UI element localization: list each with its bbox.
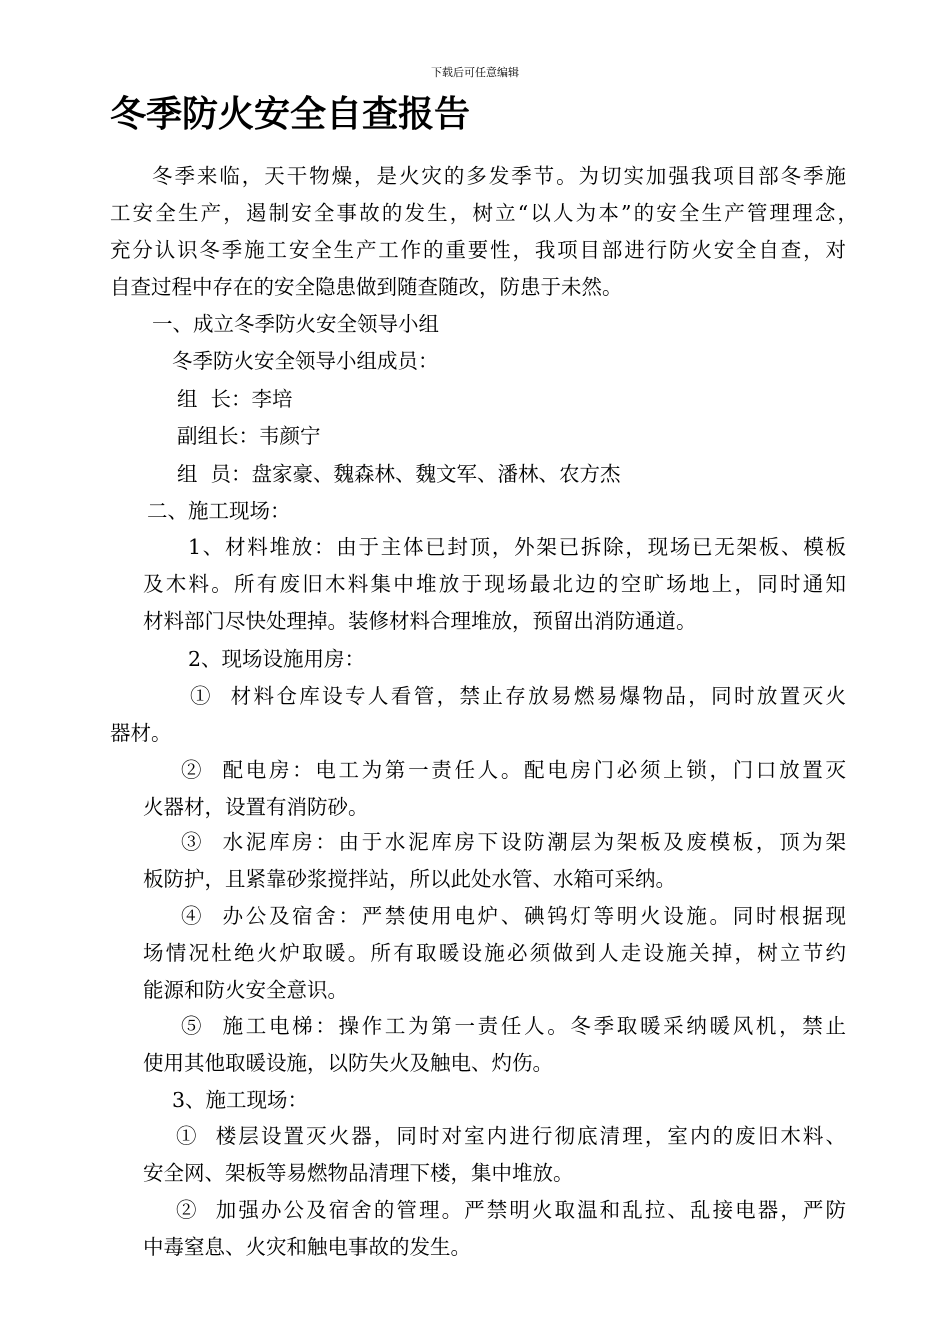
intro-line: 工安全生产，遏制安全事故的发生，树立“以人为本”的安全生产管理理念，	[110, 201, 858, 225]
paragraph-line: ④ 办公及宿舍：严禁使用电炉、碘钨灯等明火设施。同时根据现	[181, 904, 846, 928]
paragraph-line: 及木料。所有废旧木料集中堆放于现场最北边的空旷场地上，同时通知	[143, 572, 846, 596]
intro-line: 自查过程中存在的安全隐患做到随查随改，防患于未然。	[110, 275, 623, 299]
paragraph-line: ① 材料仓库设专人看管，禁止存放易燃易爆物品，同时放置灭火	[190, 684, 846, 708]
paragraph-line: ⑤ 施工电梯：操作工为第一责任人。冬季取暖采纳暖风机，禁止	[181, 1014, 846, 1038]
section-heading: 二、施工现场：	[147, 499, 291, 523]
page-header-note: 下载后可任意编辑	[431, 66, 519, 79]
subsection-heading: 2、现场设施用房：	[188, 647, 366, 671]
vice-leader-line: 副组长：韦颜宁	[177, 424, 321, 448]
leader-line: 组 长：李培	[177, 387, 293, 411]
intro-line: 充分认识冬季施工安全生产工作的重要性，我项目部进行防火安全自查，对	[110, 238, 846, 262]
paragraph-line: ① 楼层设置灭火器，同时对室内进行彻底清理，室内的废旧木料、	[176, 1124, 846, 1148]
paragraph-line: 能源和防火安全意识。	[143, 978, 348, 1002]
intro-line: 冬季来临，天干物燥，是火灾的多发季节。为切实加强我项目部冬季施	[152, 164, 846, 188]
paragraph-line: ② 配电房：电工为第一责任人。配电房门必须上锁，门口放置灭	[181, 758, 846, 782]
document-title: 冬季防火安全自查报告	[110, 94, 471, 135]
paragraph-line: 使用其他取暖设施，以防失火及触电、灼伤。	[143, 1051, 553, 1075]
paragraph-line: 器材。	[110, 721, 172, 745]
paragraph-line: ③ 水泥库房：由于水泥库房下设防潮层为架板及废模板，顶为架	[181, 830, 846, 854]
members-label: 冬季防火安全领导小组成员：	[172, 349, 439, 373]
paragraph-line: 安全网、架板等易燃物品清理下楼，集中堆放。	[143, 1161, 574, 1185]
paragraph-line: 场情况杜绝火炉取暖。所有取暖设施必须做到人走设施关掉，树立节约	[143, 941, 846, 965]
paragraph-line: 1、材料堆放：由于主体已封顶，外架已拆除，现场已无架板、模板	[188, 535, 846, 559]
paragraph-line: 中毒窒息、火灾和触电事故的发生。	[143, 1235, 471, 1259]
paragraph-line: 板防护，且紧靠砂浆搅拌站，所以此处水管、水箱可采纳。	[143, 867, 676, 891]
paragraph-line: 材料部门尽快处理掉。装修材料合理堆放，预留出消防通道。	[143, 609, 697, 633]
section-heading: 一、成立冬季防火安全领导小组	[152, 312, 439, 336]
paragraph-line: ② 加强办公及宿舍的管理。严禁明火取温和乱拉、乱接电器，严防	[176, 1198, 846, 1222]
subsection-heading: 3、施工现场：	[172, 1088, 309, 1112]
members-line: 组 员：盘家豪、魏森林、魏文军、潘林、农方杰	[177, 462, 621, 486]
paragraph-line: 火器材，设置有消防砂。	[143, 795, 369, 819]
